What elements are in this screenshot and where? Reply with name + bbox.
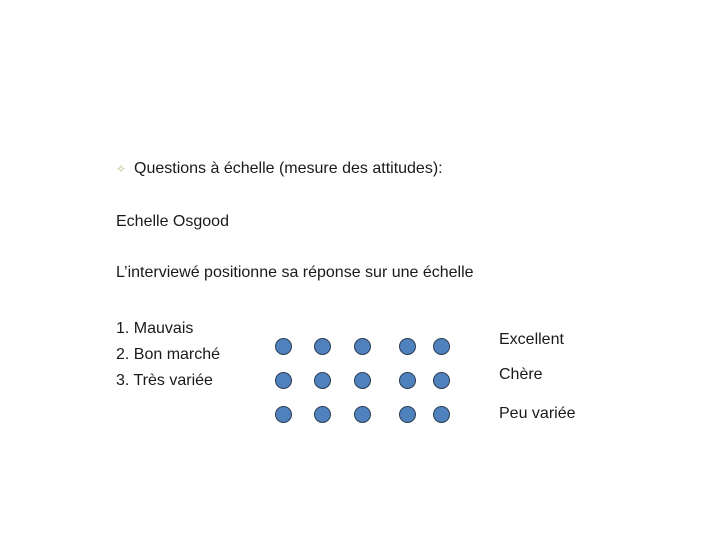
scale-point-dot (275, 406, 292, 423)
scale-point-dot (275, 372, 292, 389)
scale-point-dot (354, 372, 371, 389)
scale-point-dot (433, 406, 450, 423)
scale-point-dot (433, 338, 450, 355)
scale-point-dot (314, 338, 331, 355)
list-item: Excellent (499, 331, 564, 348)
list-item: Chère (499, 366, 543, 383)
scale-point-dot (275, 338, 292, 355)
list-item: 2. Bon marché (116, 346, 221, 363)
section-title: Echelle Osgood (116, 213, 229, 230)
scale-point-dot (399, 406, 416, 423)
osgood-scale-grid (273, 336, 455, 428)
intro-text: L’interviewé positionne sa réponse sur une échelle (116, 264, 474, 281)
bullet-line (116, 160, 443, 178)
list-item: 1. Mauvais (116, 320, 194, 337)
scale-point-dot (314, 406, 331, 423)
bullet-text: Questions à échelle (mesure des attitudes): (134, 160, 443, 177)
list-item: Peu variée (499, 405, 576, 422)
scale-point-dot (399, 372, 416, 389)
scale-point-dot (433, 372, 450, 389)
negative-pole-list (116, 316, 220, 394)
scale-point-dot (354, 406, 371, 423)
diamond-bullet-icon: ✧ (116, 162, 127, 176)
scale-point-dot (314, 372, 331, 389)
list-item: 3. Très variée (116, 372, 213, 389)
scale-point-dot (354, 338, 371, 355)
scale-point-dot (399, 338, 416, 355)
